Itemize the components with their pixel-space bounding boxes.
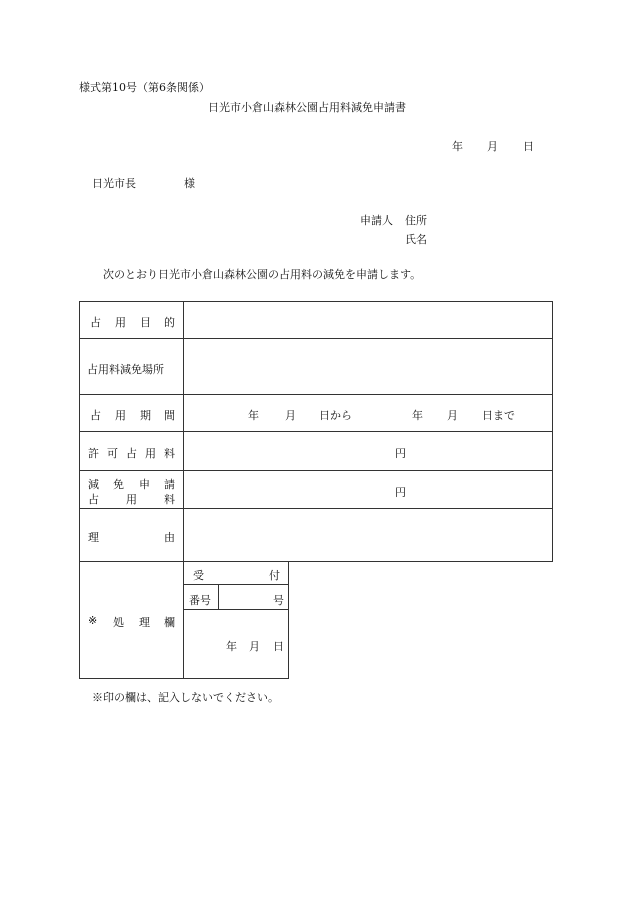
purpose-label-char: 的	[164, 316, 175, 329]
intro-text: 次のとおり日光市小倉山森林公園の占用料の減免を申請します。	[103, 268, 422, 281]
reduction-label-char: 免	[113, 478, 124, 491]
processing-label-char: 欄	[164, 616, 175, 629]
period-label-char: 占	[90, 409, 101, 422]
period-to-year: 年	[412, 409, 423, 422]
processing-date-day: 日	[273, 640, 284, 653]
period-label-char: 間	[164, 409, 175, 422]
form-title: 日光市小倉山森林公園占用料減免申請書	[208, 101, 406, 114]
permit-fee-label-char: 可	[107, 447, 118, 460]
permit-fee-label-char: 料	[164, 447, 175, 460]
reduction-label-char: 用	[126, 493, 137, 506]
purpose-label-char: 占	[90, 316, 101, 329]
footnote: ※印の欄は、記入しないでください。	[92, 691, 279, 704]
processing-label-char: ※	[88, 614, 98, 627]
period-from-month: 月	[285, 409, 296, 422]
processing-date-year: 年	[226, 640, 237, 653]
location-field[interactable]	[184, 339, 552, 394]
reduction-fee-unit: 円	[395, 486, 406, 499]
reduction-label-char: 申	[139, 478, 150, 491]
reason-label-char: 由	[164, 531, 175, 544]
reduction-fee-field[interactable]	[184, 471, 552, 508]
purpose-label-char: 用	[115, 316, 126, 329]
purpose-field[interactable]	[184, 302, 552, 338]
period-from-day: 日から	[319, 409, 352, 422]
reduction-label-char: 請	[164, 478, 175, 491]
reason-field[interactable]	[184, 509, 552, 561]
period-to-month: 月	[447, 409, 458, 422]
received-label-char: 受	[193, 569, 204, 582]
reduction-label-char: 占	[88, 493, 99, 506]
processing-date-month: 月	[249, 640, 260, 653]
period-from-year: 年	[248, 409, 259, 422]
form-number: 様式第10号（第6条関係）	[79, 81, 210, 94]
processing-label-char: 理	[139, 616, 150, 629]
applicant-label: 申請人	[360, 214, 393, 227]
addressee-name: 日光市長	[92, 177, 136, 190]
date-month-label: 月	[487, 140, 498, 153]
location-label: 占用料減免場所	[87, 363, 164, 376]
permit-fee-unit: 円	[395, 447, 406, 460]
purpose-label-char: 目	[140, 316, 151, 329]
number-label: 番号	[189, 594, 211, 607]
date-day-label: 日	[523, 140, 534, 153]
reason-label-char: 理	[88, 531, 99, 544]
received-label-char: 付	[269, 569, 280, 582]
reduction-label-char: 減	[88, 478, 99, 491]
reduction-label-char: 料	[164, 493, 175, 506]
processing-label-char: 処	[113, 616, 124, 629]
applicant-name-label: 氏名	[405, 233, 427, 246]
permit-fee-label-char: 許	[88, 447, 99, 460]
permit-fee-label-char: 占	[126, 447, 137, 460]
date-year-label: 年	[452, 140, 463, 153]
permit-fee-label-char: 用	[145, 447, 156, 460]
period-label-char: 期	[140, 409, 151, 422]
number-unit: 号	[273, 594, 284, 607]
addressee-honorific: 様	[184, 177, 195, 190]
permit-fee-field[interactable]	[184, 432, 552, 470]
period-label-char: 用	[115, 409, 126, 422]
period-to-day: 日まで	[482, 409, 515, 422]
applicant-address-label: 住所	[405, 214, 427, 227]
